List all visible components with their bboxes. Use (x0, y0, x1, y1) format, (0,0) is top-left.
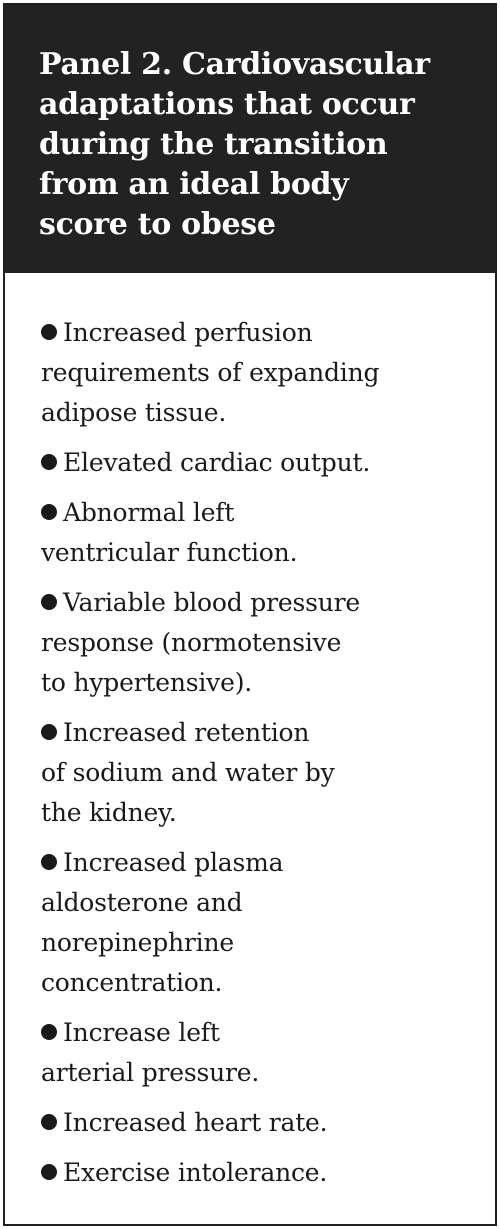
bullet-icon (41, 854, 57, 870)
list-item-text: Elevated cardiac output. (63, 448, 371, 477)
panel-title: Panel 2. Cardiovascular adaptations that occur during the transition from an ideal body score to obese (39, 47, 430, 242)
list-item-text: Increased plasma aldosterone and norepinephrine concentration. (41, 848, 284, 997)
list-item (41, 1153, 475, 1193)
bullet-icon (41, 724, 57, 740)
list-item (41, 1013, 475, 1093)
list-item-text: Exercise intolerance. (63, 1158, 328, 1187)
bullet-icon (41, 504, 57, 520)
bullet-icon (41, 1164, 57, 1180)
bullet-icon (41, 1024, 57, 1040)
list-item (41, 713, 475, 833)
panel-header (5, 5, 495, 273)
list-item (41, 583, 475, 703)
bullet-icon (41, 454, 57, 470)
list-item (41, 313, 475, 433)
info-panel (3, 3, 497, 1226)
bullet-icon (41, 594, 57, 610)
list-item-text: Variable blood pressure response (normotensive to hypertensive). (41, 588, 360, 697)
bullet-icon (41, 1114, 57, 1130)
list-item (41, 1103, 475, 1143)
list-item (41, 443, 475, 483)
list-item-text: Increased retention of sodium and water by the kidney. (41, 718, 335, 827)
list-item-text: Increased perfusion requirements of expanding adipose tissue. (41, 318, 380, 427)
bullet-icon (41, 324, 57, 340)
list-item-text: Increase left arterial pressure. (41, 1018, 260, 1087)
panel-body (5, 273, 495, 1193)
list-item-text: Abnormal left ventricular function. (41, 498, 298, 567)
adaptations-list (41, 313, 475, 1193)
list-item (41, 493, 475, 573)
list-item-text: Increased heart rate. (63, 1108, 328, 1137)
list-item (41, 843, 475, 1003)
